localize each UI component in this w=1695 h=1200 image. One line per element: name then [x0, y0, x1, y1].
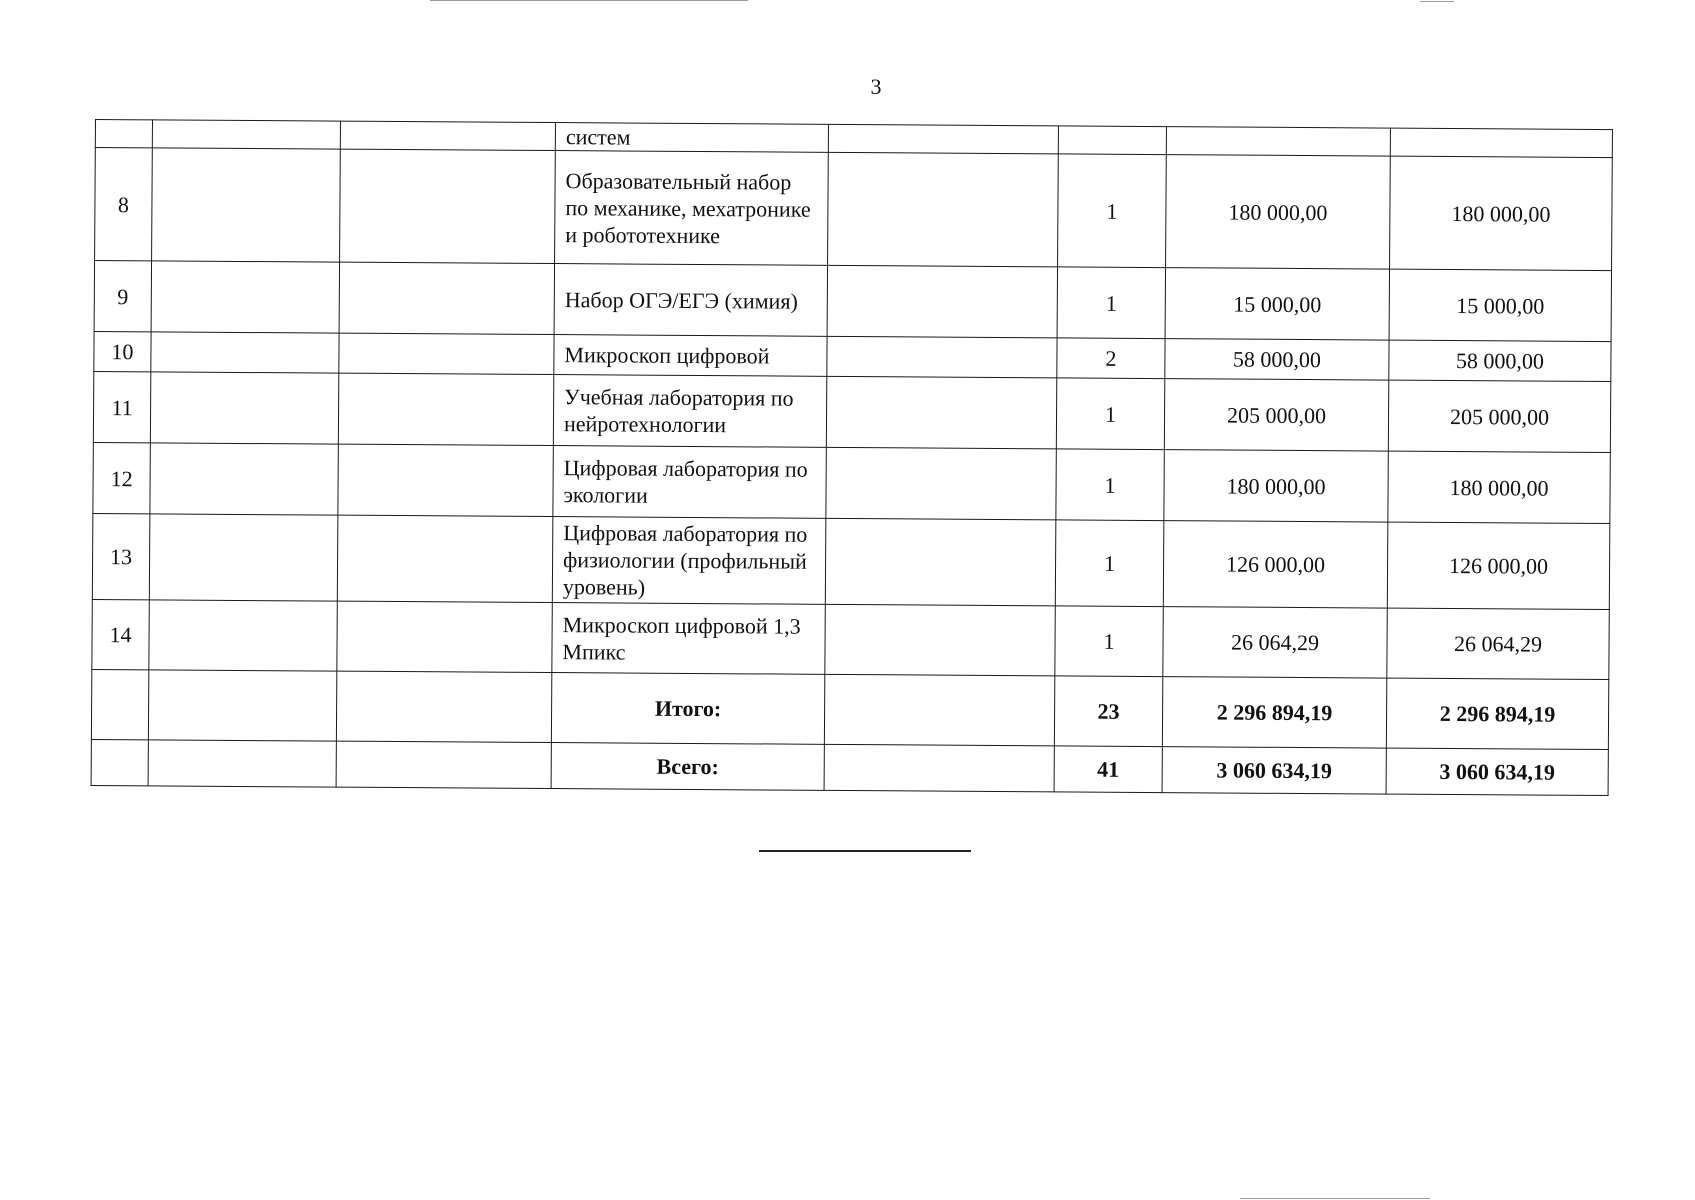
empty-cell: [824, 744, 1054, 792]
empty-cell: [828, 152, 1059, 267]
empty-cell: [152, 120, 340, 149]
item-price: 58 000,00: [1165, 339, 1389, 380]
page-number: 3: [870, 74, 882, 99]
item-name: Цифровая лаборатория по экологии: [553, 446, 826, 519]
empty-cell: [826, 447, 1056, 520]
empty-cell: [336, 671, 551, 742]
equipment-table: [91, 119, 1613, 796]
empty-cell: [337, 601, 552, 672]
scan-edge-mark: [1240, 1198, 1430, 1199]
grand-total-sum: 3 060 634,19: [1386, 748, 1608, 795]
subtotal-row: [91, 669, 1608, 749]
item-sum: 205 000,00: [1388, 380, 1610, 452]
empty-cell: [340, 121, 555, 150]
item-name: Цифровая лаборатория по физиологии (профильный уровень): [552, 517, 826, 605]
row-number: 8: [95, 148, 153, 261]
subtotal-label: Итого:: [551, 673, 824, 745]
item-price: 205 000,00: [1164, 379, 1388, 451]
item-quantity: 1: [1056, 378, 1164, 450]
row-number: 9: [94, 261, 151, 332]
empty-cell: [825, 604, 1055, 676]
table-row: [92, 513, 1610, 609]
item-sum: 126 000,00: [1387, 522, 1610, 609]
empty-cell: [150, 443, 338, 515]
item-quantity: 1: [1057, 267, 1165, 339]
row-number: 11: [93, 371, 150, 442]
table-row: [95, 148, 1613, 271]
item-price: 180 000,00: [1164, 450, 1388, 522]
item-price: 26 064,29: [1163, 607, 1387, 678]
item-quantity: 1: [1058, 154, 1167, 268]
item-quantity: [1058, 126, 1166, 155]
row-number: [95, 120, 152, 148]
empty-cell: [148, 740, 336, 787]
empty-cell: [827, 265, 1057, 338]
item-name: Микроскоп цифровой 1,3 Мпикс: [552, 603, 825, 675]
empty-cell: [339, 333, 554, 374]
empty-cell: [338, 444, 553, 516]
row-number: 14: [92, 599, 149, 669]
empty-cell: [826, 376, 1056, 449]
item-price: 180 000,00: [1166, 155, 1391, 269]
empty-cell: [152, 148, 341, 262]
item-sum: 58 000,00: [1389, 340, 1611, 381]
empty-cell: [336, 741, 551, 788]
subtotal-quantity: 23: [1054, 676, 1162, 747]
empty-cell: [827, 336, 1057, 378]
item-sum: 26 064,29: [1387, 608, 1609, 679]
item-sum: 180 000,00: [1390, 156, 1613, 270]
empty-cell: [91, 669, 148, 739]
grand-total-price: 3 060 634,19: [1162, 747, 1386, 794]
empty-cell: [151, 332, 339, 373]
item-name: систем: [555, 123, 828, 153]
scan-edge-mark: [430, 0, 748, 1]
table-row: [94, 261, 1611, 342]
empty-cell: [339, 262, 554, 334]
table-row: [93, 371, 1610, 452]
row-number: 10: [94, 331, 151, 371]
empty-cell: [150, 372, 338, 444]
end-of-document-line: [759, 850, 971, 852]
empty-cell: [149, 600, 337, 671]
empty-cell: [824, 674, 1054, 746]
item-sum: [1390, 128, 1612, 157]
empty-cell: [151, 261, 339, 333]
empty-cell: [340, 149, 556, 263]
item-price: [1166, 127, 1390, 156]
row-number: 12: [93, 442, 150, 513]
item-quantity: 1: [1055, 520, 1164, 607]
item-name: Образовательный набор по механике, мехатронике и робототехнике: [555, 151, 829, 266]
item-sum: 180 000,00: [1388, 451, 1610, 523]
empty-cell: [337, 515, 553, 602]
item-name: Набор ОГЭ/ЕГЭ (химия): [554, 264, 827, 337]
item-name: Микроскоп цифровой: [554, 335, 827, 377]
scan-edge-mark: [1420, 1, 1454, 2]
item-sum: 15 000,00: [1389, 269, 1611, 341]
subtotal-sum: 2 296 894,19: [1386, 678, 1608, 749]
item-quantity: 1: [1055, 606, 1163, 677]
empty-cell: [149, 514, 338, 601]
empty-cell: [825, 518, 1056, 606]
grand-total-row: [91, 739, 1608, 795]
empty-cell: [91, 739, 148, 785]
item-name: Учебная лаборатория по нейротехнологии: [553, 375, 826, 448]
item-quantity: 1: [1056, 449, 1164, 521]
item-price: 126 000,00: [1163, 521, 1388, 608]
row-number: 13: [92, 513, 150, 599]
table-row: [92, 599, 1609, 679]
empty-cell: [828, 124, 1058, 154]
item-price: 15 000,00: [1165, 268, 1389, 340]
empty-cell: [338, 373, 553, 445]
grand-total-quantity: 41: [1054, 746, 1162, 793]
item-quantity: 2: [1057, 338, 1165, 379]
subtotal-price: 2 296 894,19: [1162, 677, 1386, 748]
table-row: [93, 442, 1610, 523]
grand-total-label: Всего:: [551, 743, 824, 791]
empty-cell: [148, 670, 336, 741]
